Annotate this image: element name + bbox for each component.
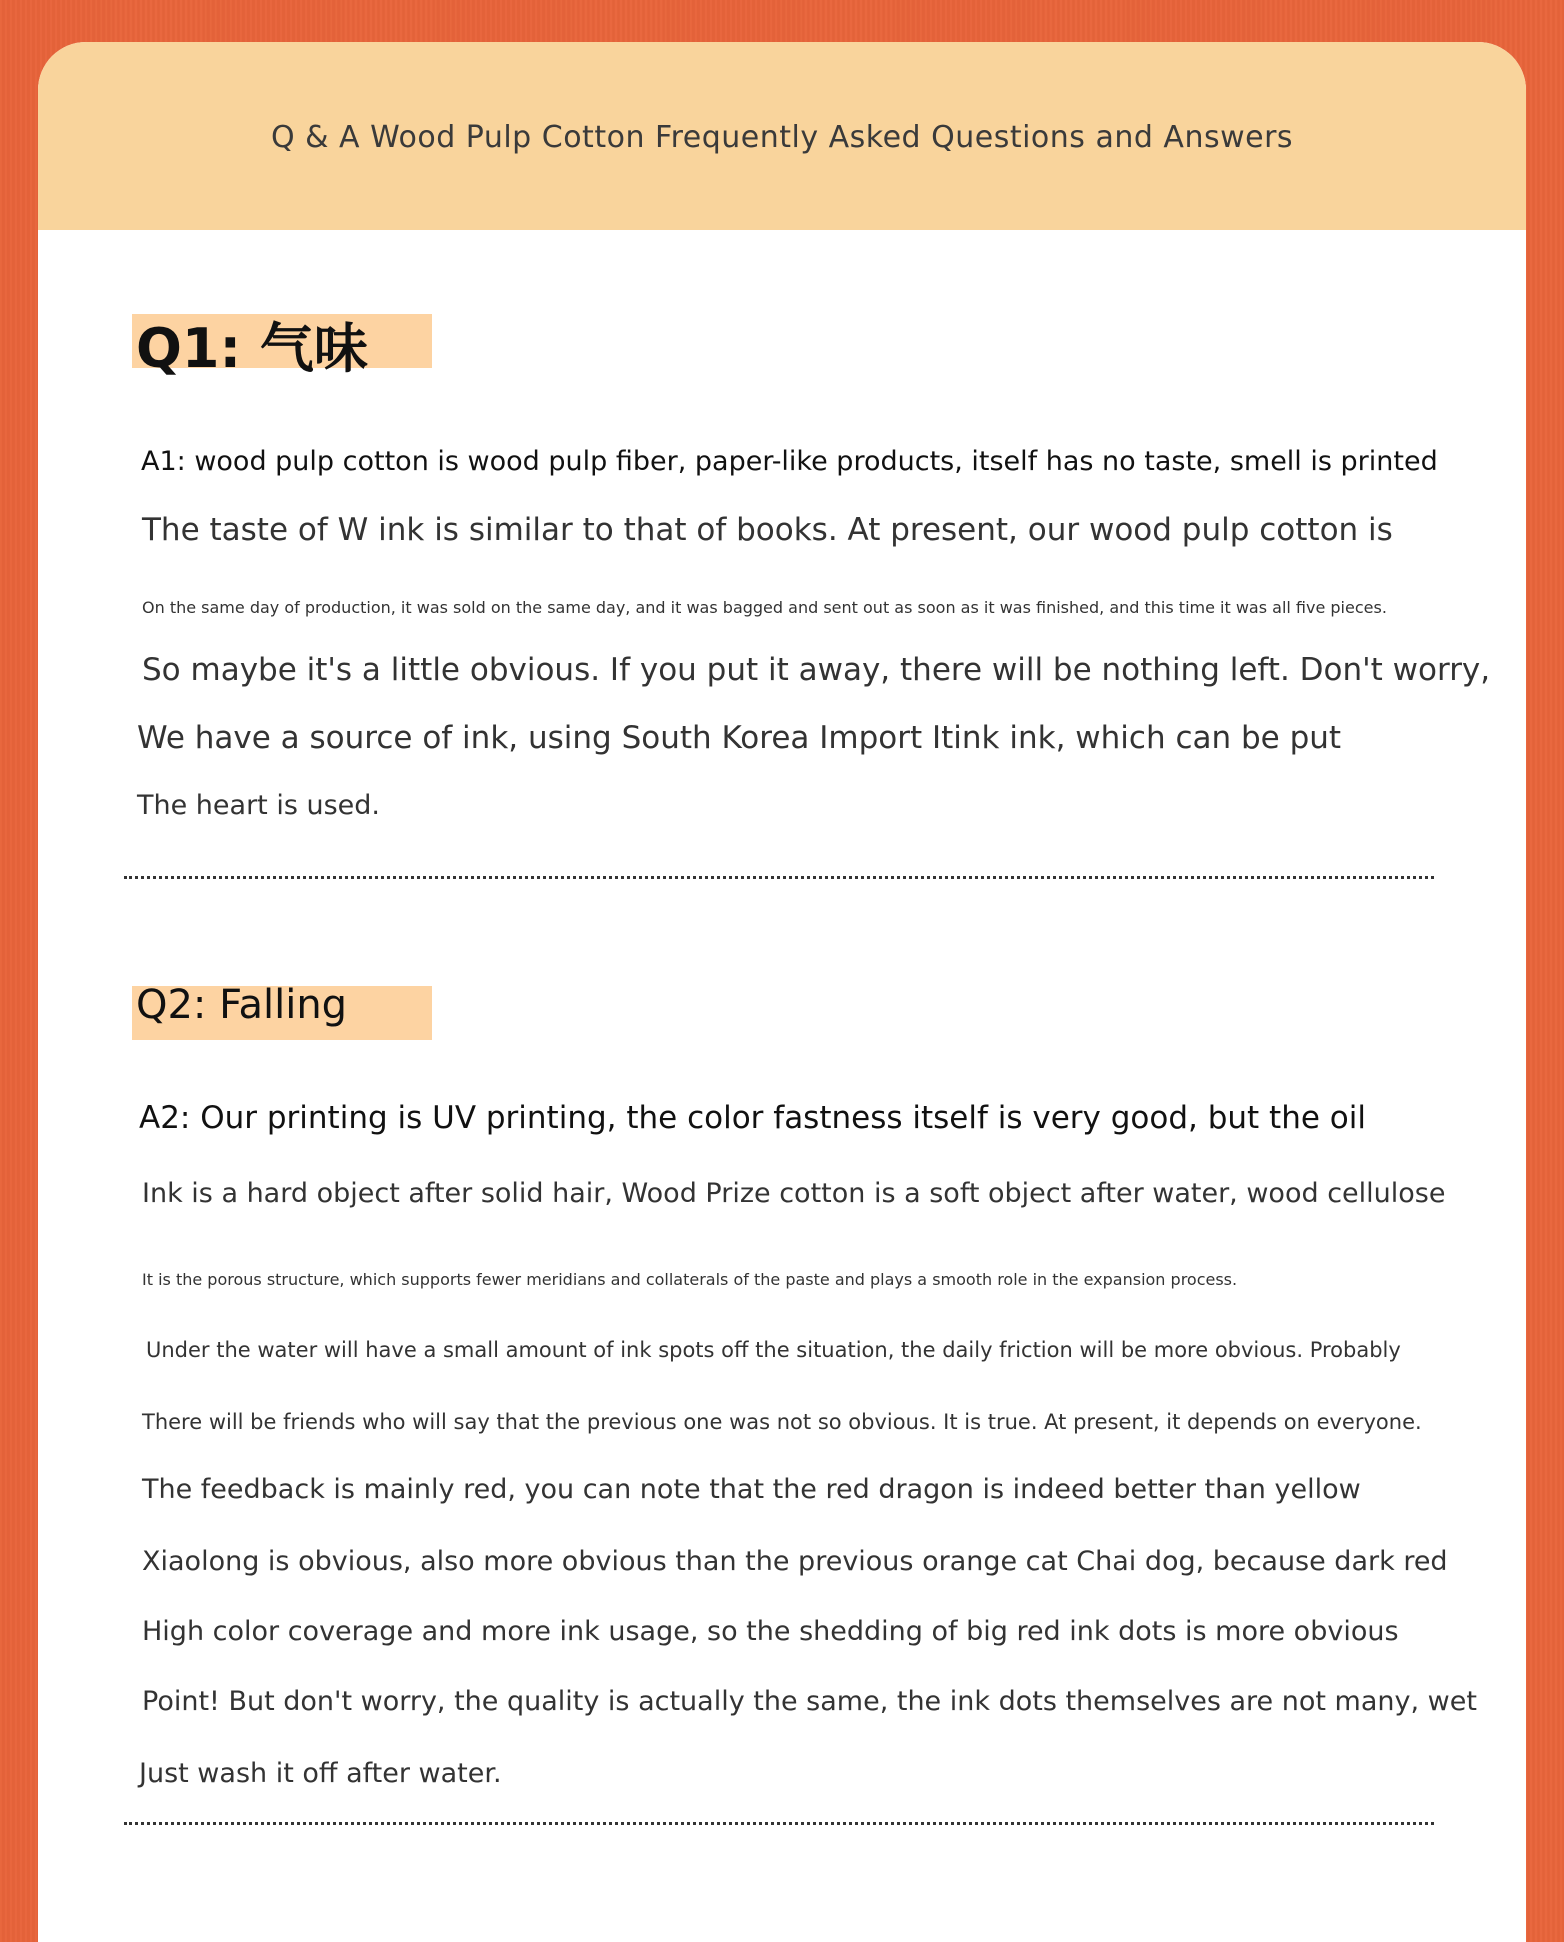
answer-2-line-10: Just wash it off after water. (139, 1758, 502, 1789)
section-divider-1 (124, 876, 1434, 879)
answer-2-line-9: Point! But don't worry, the quality is actually the same, the ink dots themselves are not many, wet (142, 1686, 1477, 1717)
answer-1-line-3: On the same day of production, it was sold on the same day, and it was bagged and sent out as soon as it was finished, and this time it was all five pieces. (142, 598, 1387, 617)
faq-header (38, 42, 1526, 230)
question-2-heading (132, 982, 432, 1040)
section-divider-2 (124, 1822, 1434, 1825)
answer-1-line-2: The taste of W ink is similar to that of books. At present, our wood pulp cotton is (142, 512, 1393, 548)
faq-card (38, 42, 1526, 1942)
answer-1-line-5: We have a source of ink, using South Korea Import Itink ink, which can be put (137, 720, 1342, 756)
answer-2-line-1: A2: Our printing is UV printing, the color fastness itself is very good, but the oil (139, 1100, 1366, 1136)
question-1-text: Q1: 气味 (136, 317, 368, 380)
answer-2-line-8: High color coverage and more ink usage, so the shedding of big red ink dots is more obvious (142, 1616, 1399, 1647)
answer-1-line-4: So maybe it's a little obvious. If you put it away, there will be nothing left. Don't worry, (142, 652, 1491, 688)
answer-2-line-6: The feedback is mainly red, you can note that the red dragon is indeed better than yellow (142, 1474, 1361, 1505)
question-1-heading (132, 314, 432, 380)
question-2-text: Q2: Falling (136, 982, 348, 1028)
answer-2-line-7: Xiaolong is obvious, also more obvious than the previous orange cat Chai dog, because dark red (142, 1546, 1448, 1577)
answer-1-line-6: The heart is used. (137, 790, 380, 821)
header-title: Q & A Wood Pulp Cotton Frequently Asked Questions and Answers (270, 120, 1294, 155)
answer-2-line-2: Ink is a hard object after solid hair, Wood Prize cotton is a soft object after water, wood cellulose (142, 1178, 1446, 1209)
answer-2-line-5: There will be friends who will say that the previous one was not so obvious. It is true. At present, it depends on everyone. (142, 1410, 1422, 1434)
answer-1-line-1: A1: wood pulp cotton is wood pulp fiber, paper-like products, itself has no taste, smell is printed (141, 446, 1438, 477)
answer-2-line-4: Under the water will have a small amount of ink spots off the situation, the daily friction will be more obvious. Probably (146, 1338, 1401, 1362)
answer-2-line-3: It is the porous structure, which supports fewer meridians and collaterals of the paste and plays a smooth role in the expansion process. (142, 1270, 1238, 1289)
